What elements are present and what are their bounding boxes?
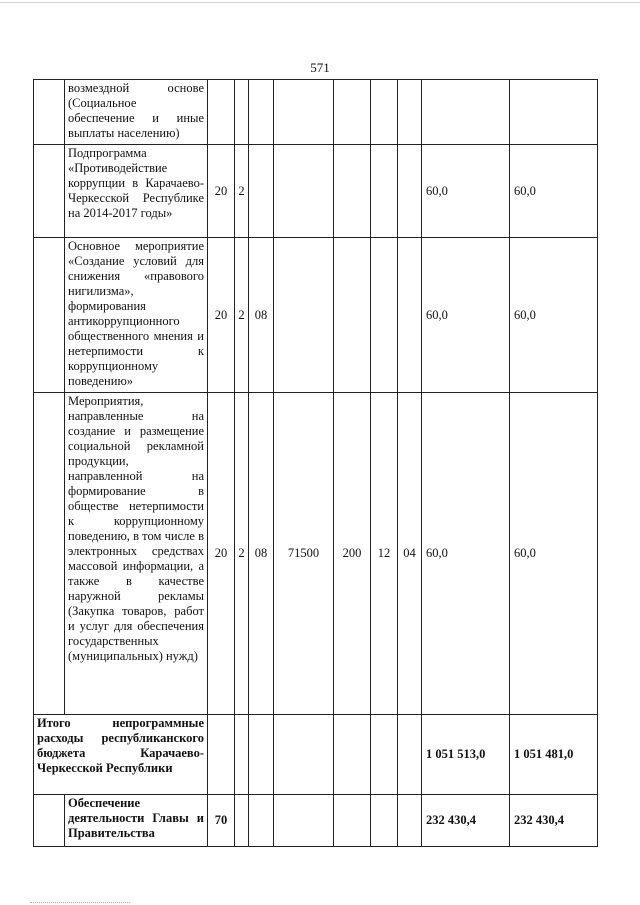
code-cell	[235, 715, 249, 795]
scan-artifact	[30, 902, 130, 904]
code-cell: 71500	[274, 393, 334, 715]
code-cell: 12	[371, 393, 398, 715]
code-cell	[274, 715, 334, 795]
amount-cell: 1 051 513,0	[422, 715, 510, 795]
amount-cell	[510, 80, 598, 145]
code-cell	[398, 80, 422, 145]
table-row	[34, 145, 598, 238]
code-cell: 20	[208, 145, 235, 238]
code-cell: 20	[208, 238, 235, 393]
amount-cell: 232 430,4	[422, 795, 510, 847]
table-row	[34, 80, 598, 145]
amount-cell: 60,0	[422, 145, 510, 238]
code-cell	[208, 715, 235, 795]
code-cell	[274, 795, 334, 847]
amount-cell	[422, 80, 510, 145]
code-cell	[249, 795, 274, 847]
index-cell	[34, 393, 65, 715]
code-cell	[334, 795, 371, 847]
code-cell	[274, 238, 334, 393]
index-cell	[34, 80, 65, 145]
code-cell	[371, 145, 398, 238]
code-cell: 08	[249, 238, 274, 393]
code-cell	[249, 715, 274, 795]
code-cell	[249, 145, 274, 238]
code-cell	[274, 80, 334, 145]
table-row	[34, 393, 598, 715]
amount-cell: 60,0	[510, 145, 598, 238]
code-cell: 200	[334, 393, 371, 715]
description-cell: Подпрограмма «Противодействие коррупции в Карачаево-Черкесской Республике на 2014-2017 годы»	[65, 145, 208, 238]
code-cell	[398, 238, 422, 393]
code-cell	[249, 80, 274, 145]
code-cell	[398, 715, 422, 795]
code-cell	[371, 795, 398, 847]
page-number: 571	[310, 60, 330, 75]
code-cell	[334, 715, 371, 795]
table-row-total	[34, 715, 598, 795]
code-cell	[208, 80, 235, 145]
code-cell	[371, 238, 398, 393]
description-cell: возмездной основе (Социальное обеспечение и иные выплаты населению)	[65, 80, 208, 145]
code-cell: 04	[398, 393, 422, 715]
amount-cell: 60,0	[422, 238, 510, 393]
code-cell	[235, 80, 249, 145]
code-cell	[334, 145, 371, 238]
scan-edge-line	[0, 2, 640, 3]
index-cell	[34, 145, 65, 238]
code-cell: 70	[208, 795, 235, 847]
code-cell	[371, 80, 398, 145]
table-row	[34, 238, 598, 393]
amount-cell: 1 051 481,0	[510, 715, 598, 795]
code-cell: 08	[249, 393, 274, 715]
code-cell: 2	[235, 145, 249, 238]
description-cell: Итого непрограммные расходы республиканского бюджета Карачаево-Черкесской Республики	[34, 715, 208, 795]
code-cell	[274, 145, 334, 238]
code-cell	[371, 715, 398, 795]
code-cell	[235, 795, 249, 847]
description-cell: Обеспечение деятельности Главы и Правительства	[65, 795, 208, 847]
index-cell	[34, 238, 65, 393]
code-cell: 20	[208, 393, 235, 715]
code-cell: 2	[235, 393, 249, 715]
code-cell	[398, 145, 422, 238]
code-cell	[334, 238, 371, 393]
table-row	[34, 795, 598, 847]
code-cell	[334, 80, 371, 145]
amount-cell: 232 430,4	[510, 795, 598, 847]
description-cell: Мероприятия, направленные на создание и размещение социальной рекламной продукции, направленной на формирование в обществе нетерпимости к коррупционному поведению, в том числе в электронных средствах массовой информации, а также в качестве наружной рекламы (Закупка товаров, работ и услуг для обеспечения государственных (муниципальных) нужд)	[65, 393, 208, 715]
index-cell	[34, 795, 65, 847]
description-cell: Основное мероприятие «Создание условий для снижения «правового нигилизма», формирования антикоррупционного общественного мнения и нетерпимости к коррупционному поведению»	[65, 238, 208, 393]
code-cell	[398, 795, 422, 847]
budget-table	[33, 79, 598, 847]
amount-cell: 60,0	[510, 393, 598, 715]
amount-cell: 60,0	[422, 393, 510, 715]
code-cell: 2	[235, 238, 249, 393]
amount-cell: 60,0	[510, 238, 598, 393]
